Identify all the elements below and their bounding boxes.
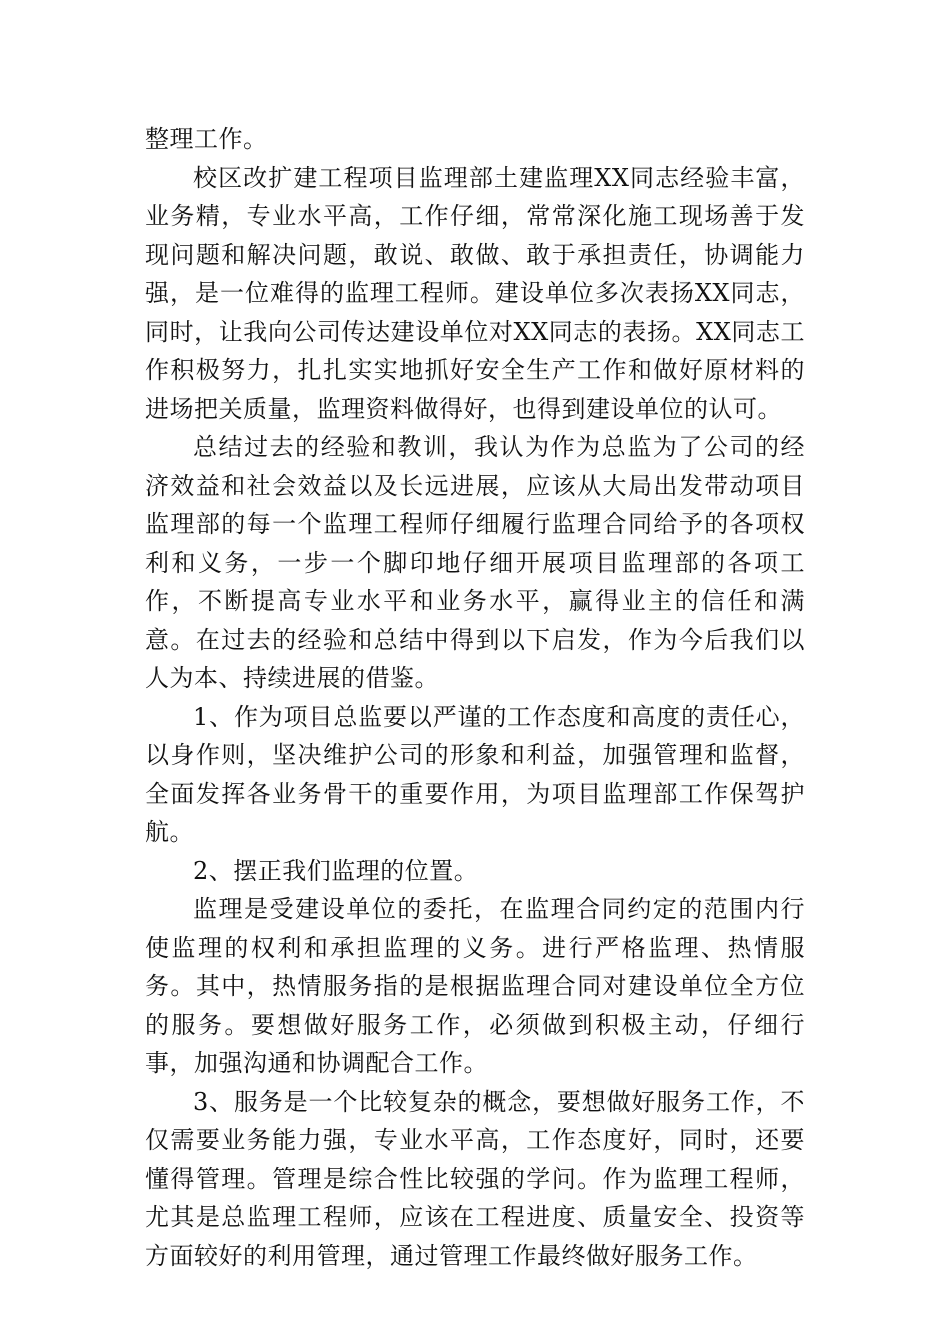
paragraph-6: 监理是受建设单位的委托，在监理合同约定的范围内行使监理的权利和承担监理的义务。进行严格监理、热情服务。其中，热情服务指的是根据监理合同对建设单位全方位的服务。要想做好服务工作，必须做到积极主动，仔细行事，加强沟通和协调配合工作。 (145, 895, 805, 1077)
paragraph-2: 校区改扩建工程项目监理部土建监理XX同志经验丰富，业务精，专业水平高，工作仔细，常常深化施工现场善于发现问题和解决问题，敢说、敢做、敢于承担责任，协调能力强，是一位难得的监理工程师。建设单位多次表扬XX同志，同时，让我向公司传达建设单位对XX同志的表扬。XX同志工作积极努力，扎扎实实地抓好安全生产工作和做好原材料的进场把关质量，监理资料做得好，也得到建设单位的认可。 (145, 163, 805, 423)
paragraph-5: 2、摆正我们监理的位置。 (193, 856, 479, 885)
document-body (145, 120, 805, 1275)
paragraph-7: 3、服务是一个比较复杂的概念，要想做好服务工作，不仅需要业务能力强，专业水平高，工作态度好，同时，还要懂得管理。管理是综合性比较强的学问。作为监理工程师，尤其是总监理工程师，应该在工程进度、质量安全、投资等方面较好的利用管理，通过管理工作最终做好服务工作。 (145, 1087, 805, 1270)
paragraph-1: 整理工作。 (145, 125, 268, 153)
paragraph-4: 1、作为项目总监要以严谨的工作态度和高度的责任心，以身作则，坚决维护公司的形象和利益，加强管理和监督，全面发挥各业务骨干的重要作用，为项目监理部工作保驾护航。 (145, 702, 805, 846)
paragraph-3: 总结过去的经验和教训，我认为作为总监为了公司的经济效益和社会效益以及长远进展，应该从大局出发带动项目监理部的每一个监理工程师仔细履行监理合同给予的各项权利和义务，一步一个脚印地仔细开展项目监理部的各项工作，不断提高专业水平和业务水平，赢得业主的信任和满意。在过去的经验和总结中得到以下启发，作为今后我们以人为本、持续进展的借鉴。 (145, 433, 805, 692)
